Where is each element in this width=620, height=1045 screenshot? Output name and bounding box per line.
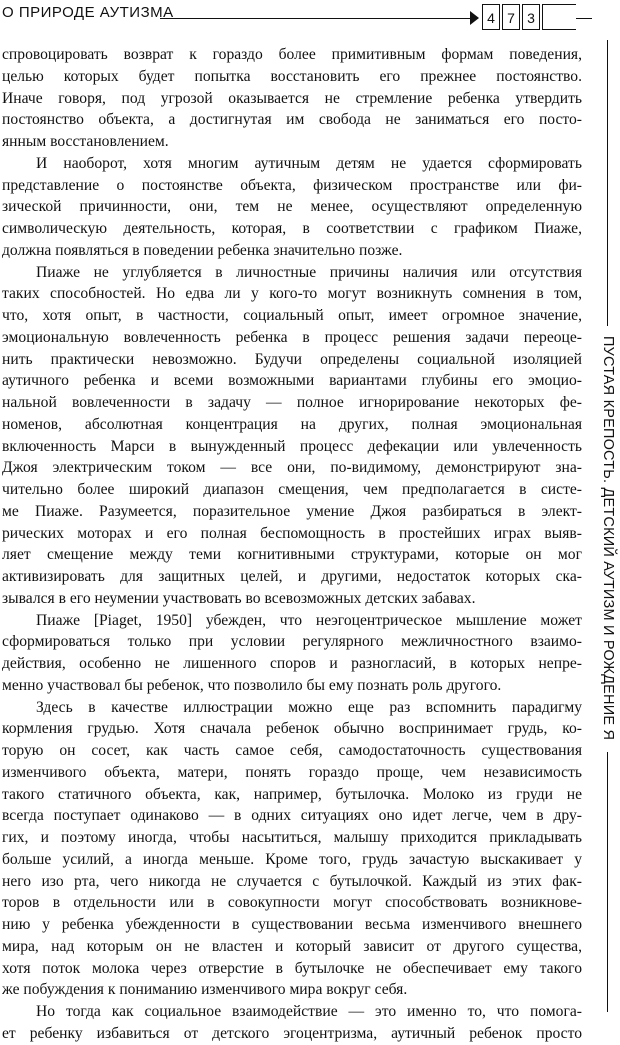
text-line: хотя поток молока через отверстие в бутылочке не обеспечивает ему такого [2, 959, 582, 977]
side-running-title: ПУСТАЯ КРЕПОСТЬ. ДЕТСКИЙ АУТИЗМ И РОЖДЕНИЕ Я [600, 336, 616, 741]
text-line: сформироваться только при условии регулярного межличностного взаимо- [2, 633, 582, 651]
text-line: Здесь в качестве иллюстрации можно еще раз вспомнить парадигму [36, 698, 582, 716]
text-line: Пиаже [Piaget, 1950] убежден, что неэгоцентрическое мышление может [36, 611, 582, 629]
text-line: Джоя электрическим током — все они, по-видимому, демонстрируют зна- [2, 459, 582, 477]
text-line: кормления грудью. Хотя сначала ребенок обычно воспринимает грудь, ко- [2, 720, 582, 738]
header-rule [160, 18, 472, 19]
body-text [2, 44, 582, 1045]
text-line: гих, и поэтому иногда, чтобы насытиться, малышу приходится прикладывать [2, 829, 582, 846]
text-line: нить практически невозможно. Будучи определены социальной изоляцией [2, 350, 582, 368]
side-rule-top [607, 40, 608, 326]
side-running-title-block [597, 40, 619, 1012]
text-line: зической причинности, они, тем не менее, осуществляют определенную [2, 198, 582, 216]
text-line: Но тогда как социальное взаимодействие — это именно то, что помога- [36, 1003, 582, 1020]
text-line: янным восстановлением. [2, 133, 169, 150]
text-line: всегда поступает одинаково — в одних ситуациях оно идет легче, чем в дру- [2, 807, 582, 825]
text-line: И наоборот, хотя многим аутичным детям не удается сформировать [36, 154, 582, 172]
arrow-right-icon [470, 11, 479, 25]
text-line: больше усилий, а иногда меньше. Кроме того, грудь зачастую выскакивает у [2, 850, 582, 868]
text-line: эмоциональную вовлеченность ребенка в процесс решения задачи переоце- [2, 328, 582, 346]
text-line: спровоцировать возврат к гораздо более примитивным формам поведения, [2, 46, 582, 63]
text-line: менно участвовал бы ребенок, что позволило бы ему познать роль другого. [2, 676, 502, 694]
text-line: мира, над которым он не властен и который зависит от другого существа, [2, 937, 582, 955]
text-line: должна появляться в поведении ребенка значительно позже. [2, 241, 403, 259]
text-line: торую он сосет, как часть самое себя, самодостаточность существования [2, 742, 582, 759]
text-line: целью которых будет попытка восстановить его прежнее постоянство. [2, 67, 582, 85]
page-header [0, 0, 620, 36]
text-line: торов в отдельности или в совокупности могут способствовать возникнове- [2, 894, 582, 912]
text-line: активизировать для защитных целей, и другими, недостаток которых ска- [2, 568, 582, 585]
running-title: О ПРИРОДЕ АУТИЗМА [2, 4, 174, 21]
text-line: Пиаже не углубляется в личностные причины наличия или отсутствия [36, 263, 582, 281]
text-line: действия, особенно не лишенного споров и разногласий, в которых непре- [2, 655, 582, 672]
text-line: зывался в его неумении участвовать во всевозможных детских забавах. [2, 589, 476, 607]
text-line: аутичного ребенка и всеми возможными вариантами глубины его эмоцио- [2, 372, 582, 390]
page-number-digit-2: 7 [502, 4, 520, 30]
text-line: чительно более широкий диапазон смещения, чем предполагается в систе- [2, 481, 582, 498]
text-line: представление о постоянстве объекта, физическом пространстве или фи- [2, 176, 582, 194]
text-line: него изо рта, чего никогда не случается с бутылочкой. Каждый из этих фак- [2, 872, 582, 890]
text-line: рических моторах и его полная беспомощность в простейших играх выяв- [2, 524, 582, 542]
text-line: нальной вовлеченности в задачу — полное игнорирование некоторых фе- [2, 394, 582, 411]
side-rule-bottom [607, 752, 608, 1012]
header-rule-right [576, 18, 592, 19]
text-line: же побуждения к пониманию изменчивого мира вокруг себя. [2, 981, 408, 999]
text-line: таких способностей. Но едва ли у кого-то могут возникнуть сомнения в том, [2, 285, 582, 303]
text-line: ляет смещение между теми когнитивными структурами, которые он мог [2, 546, 582, 564]
text-line: номенов, абсолютная концентрация на других, полная эмоциональная [2, 415, 582, 433]
text-line: ет ребенку избавиться от детского эгоцентризма, аутичный ребенок просто [2, 1024, 582, 1042]
text-line: такого статичного объекта, как, например, бутылочка. Молоко из груди не [2, 785, 582, 803]
text-line: постоянство объекта, а достигнутая им свобода не заниматься его посто- [2, 111, 582, 129]
page-number-digit-3: 3 [522, 4, 540, 30]
text-line: изменчивого объекта, матери, понять гораздо проще, чем независимость [2, 763, 582, 781]
text-line: нию у ребенка убежденности в существовании весьма изменчивого внешнего [2, 916, 582, 933]
text-line: символическую деятельность, которая, в соответствии с графиком Пиаже, [2, 220, 582, 237]
text-line: что, хотя опыт, в частности, социальный опыт, имеет огромное значение, [2, 307, 582, 324]
page-number-digit-1: 4 [482, 4, 500, 30]
text-line: ме Пиаже. Разумеется, поразительное умение Джоя разбираться в элект- [2, 502, 582, 520]
text-line: Иначе говоря, под угрозой оказывается не стремление ребенка утвердить [2, 89, 582, 107]
page-number-box-end [542, 4, 576, 30]
text-line: включенность Марси в вынужденный процесс дефекации или увлеченность [2, 437, 582, 455]
